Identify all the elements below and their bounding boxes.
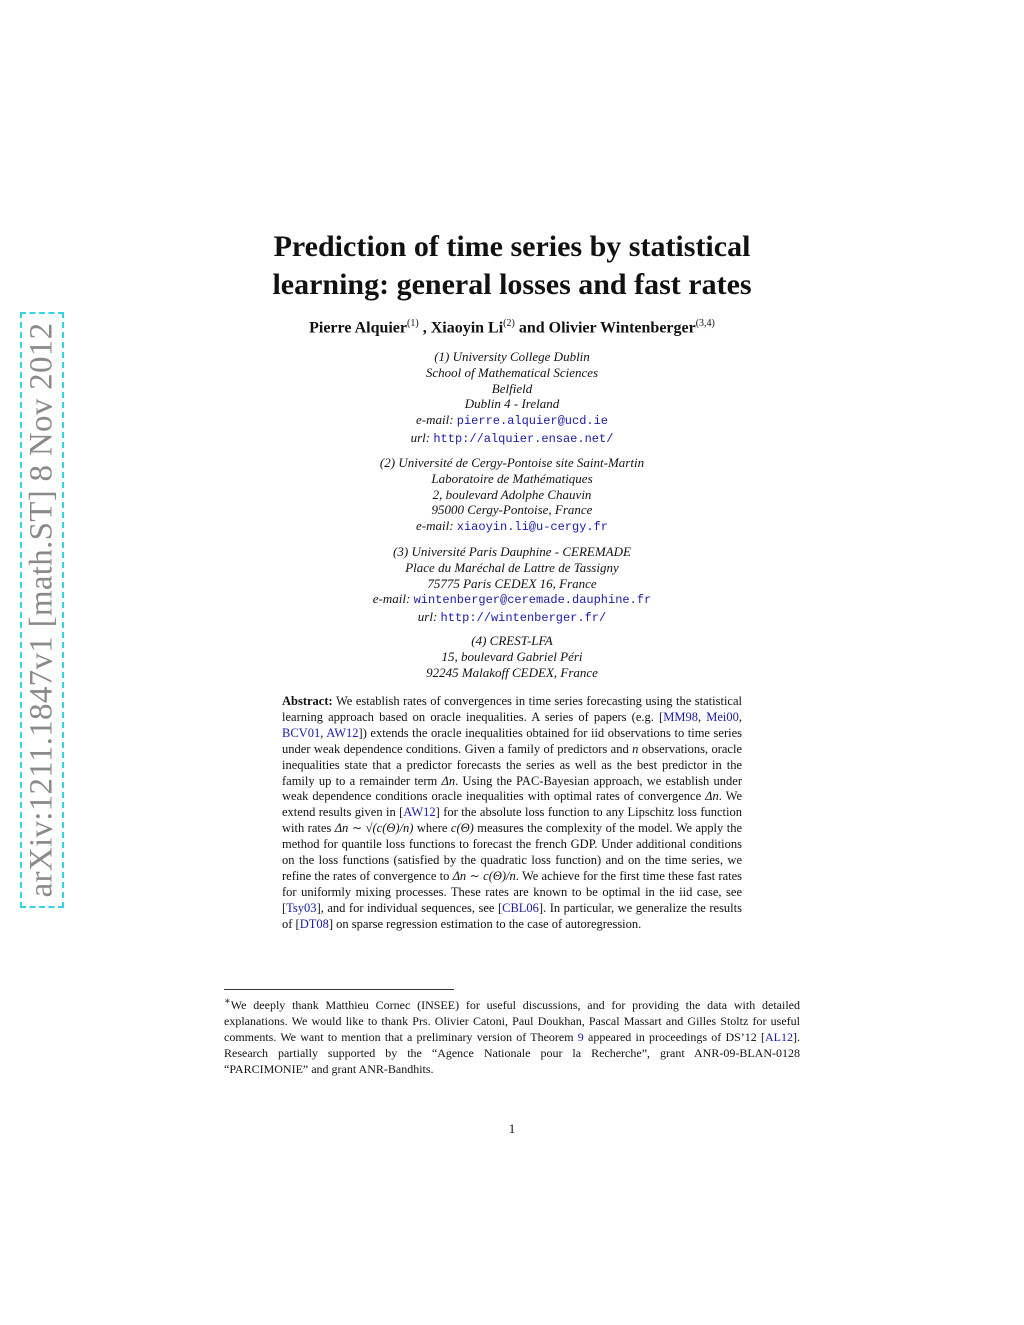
abstract-text: ], and for individual sequences, see [ bbox=[316, 900, 503, 915]
acknowledgement-footnote bbox=[224, 994, 800, 1077]
author-alquier-affil: (1) bbox=[407, 318, 419, 329]
email-label: e-mail: bbox=[372, 591, 411, 607]
affiliation-line: (3) Université Paris Dauphine - CEREMADE bbox=[393, 544, 631, 559]
affiliation-line: (2) Université de Cergy-Pontoise site Saint-Martin bbox=[379, 455, 645, 470]
math-expression: Δn ∼ c(Θ)/n bbox=[452, 868, 516, 883]
citation-link[interactable]: AL12 bbox=[765, 1030, 793, 1044]
author-li: Xiaoyin Li bbox=[430, 319, 504, 337]
email-label: e-mail: bbox=[415, 518, 454, 534]
author-list bbox=[180, 318, 844, 337]
email-link[interactable]: wintenberger@ceremade.dauphine.fr bbox=[413, 593, 652, 608]
abstract-text: ] for the absolute loss function to any Lipschitz loss function with rates bbox=[282, 805, 742, 836]
paper-title bbox=[180, 228, 844, 304]
affiliation-line: 92245 Malakoff CEDEX, France bbox=[426, 664, 598, 680]
author-wintenberger-affil: (3,4) bbox=[695, 318, 715, 329]
abstract-text: , bbox=[697, 709, 707, 724]
citation-link[interactable]: AW12 bbox=[403, 805, 436, 820]
url-label: url: bbox=[410, 429, 431, 445]
citation-link[interactable]: Mei00 bbox=[706, 709, 739, 724]
affiliation-4 bbox=[180, 633, 844, 680]
url-line bbox=[180, 609, 844, 627]
citation-link[interactable]: DT08 bbox=[299, 916, 329, 931]
affiliation-line: 2, boulevard Adolphe Chauvin bbox=[432, 486, 592, 502]
email-line bbox=[180, 591, 844, 609]
affiliation-line: Place du Maréchal de Lattre de Tassigny bbox=[405, 559, 619, 575]
footnote-text: appeared in proceedings of DS’12 [ bbox=[583, 1030, 765, 1044]
citation-link[interactable]: BCV01 bbox=[282, 725, 321, 740]
abstract-text: . We extend results given in [ bbox=[282, 789, 742, 820]
footnote-mark: ∗ bbox=[224, 996, 231, 1007]
affiliation-2 bbox=[180, 455, 844, 536]
url-link[interactable]: http://wintenberger.fr/ bbox=[440, 611, 607, 626]
author-li-affil: (2) bbox=[503, 318, 515, 329]
abstract-text: ]) extends the oracle inequalities obtained for iid observations to time series under weak dependence conditions. Given a family of predictors and bbox=[282, 725, 742, 756]
math-symbol: n bbox=[632, 741, 639, 756]
email-line bbox=[180, 412, 844, 430]
abstract-text: , bbox=[738, 709, 742, 724]
citation-link[interactable]: MM98 bbox=[663, 709, 698, 724]
url-link[interactable]: http://alquier.ensae.net/ bbox=[433, 431, 614, 446]
math-expression: Δn bbox=[441, 773, 456, 788]
arxiv-identifier[interactable]: arXiv:1211.1847v1 [math.ST] 8 Nov 2012 bbox=[23, 322, 60, 898]
author-separator: , bbox=[418, 319, 431, 337]
abstract-text: ] on sparse regression estimation to the case of autoregression. bbox=[328, 916, 642, 931]
affiliation-line: School of Mathematical Sciences bbox=[425, 364, 599, 380]
page-number: 1 bbox=[508, 1121, 516, 1136]
citation-link[interactable]: Tsy03 bbox=[286, 900, 317, 915]
email-line bbox=[180, 518, 844, 536]
title-line-1: Prediction of time series by statistical bbox=[273, 230, 751, 263]
author-alquier: Pierre Alquier bbox=[309, 319, 408, 337]
url-label: url: bbox=[417, 609, 438, 625]
email-link[interactable]: xiaoyin.li@u-cergy.fr bbox=[456, 520, 609, 535]
url-line bbox=[180, 430, 844, 448]
footnote-text: ]. Research partially supported by the “Agence Nationale pour la Recherche”, grant ANR-09-BLAN-0128 “PARCIMONIE” and grant ANR-Bandhits. bbox=[224, 1030, 800, 1076]
abstract-text: observations, oracle inequalities state that a predictor forecasts the series as well as the best predictor in the family up to a remainder term bbox=[282, 741, 742, 788]
author-wintenberger: Olivier Wintenberger bbox=[548, 319, 696, 337]
affiliation-line: (4) CREST-LFA bbox=[471, 633, 553, 648]
affiliation-3 bbox=[180, 544, 844, 627]
abstract bbox=[282, 694, 742, 933]
title-line-2: learning: general losses and fast rates bbox=[272, 268, 752, 301]
citation-link[interactable]: AW12 bbox=[326, 725, 359, 740]
email-label: e-mail: bbox=[415, 412, 454, 428]
affiliation-line: Dublin 4 - Ireland bbox=[464, 396, 560, 412]
abstract-text: . We achieve for the first time these fast rates for uniformly mixing processes. These rates are known to be optimal in the iid case, see [ bbox=[282, 868, 743, 915]
citation-link[interactable]: CBL06 bbox=[502, 900, 539, 915]
abstract-text: . Using the PAC-Bayesian approach, we establish under weak dependence conditions oracle inequalities with optimal rates of convergence bbox=[282, 773, 742, 804]
footnote-rule bbox=[224, 989, 454, 990]
theorem-ref-link[interactable]: 9 bbox=[577, 1030, 584, 1044]
abstract-text: measures the complexity of the model. We apply the method for quantile loss functions to forecast the french GDP. Under additional conditions on the loss functions (satisfied by the quadratic loss function) and on the time series, we refine the rates of convergence to bbox=[282, 821, 742, 883]
affiliation-line: Belfield bbox=[491, 380, 533, 396]
affiliation-line: Laboratoire de Mathématiques bbox=[431, 470, 593, 486]
affiliation-line: 95000 Cergy-Pontoise, France bbox=[431, 502, 593, 518]
abstract-text: ]. In particular, we generalize the results of [ bbox=[282, 900, 742, 931]
math-expression: Δn bbox=[705, 789, 719, 804]
affiliation-1 bbox=[180, 349, 844, 448]
abstract-label: Abstract: bbox=[282, 694, 333, 708]
abstract-text: , bbox=[320, 725, 327, 740]
author-separator: and bbox=[514, 319, 549, 337]
affiliation-line: (1) University College Dublin bbox=[434, 349, 590, 364]
abstract-text: We establish rates of convergences in time series forecasting using the statistical learning approach based on oracle inequalities. A series of papers (e.g. [ bbox=[282, 694, 742, 724]
math-expression: Δn ∼ √(c(Θ)/n) bbox=[334, 821, 414, 836]
affiliation-line: 15, boulevard Gabriel Péri bbox=[441, 648, 583, 664]
abstract-text: where bbox=[413, 821, 451, 836]
math-expression: c(Θ) bbox=[450, 821, 474, 836]
affiliation-line: 75775 Paris CEDEX 16, France bbox=[427, 575, 597, 591]
footnote-text: We deeply thank Matthieu Cornec (INSEE) for useful discussions, and for providing the data with detailed explanations. We would like to thank Prs. Olivier Catoni, Paul Doukhan, Pascal Massart and Gilles Stoltz for useful comments. We want to mention that a preliminary version of Theorem bbox=[224, 998, 800, 1044]
email-link[interactable]: pierre.alquier@ucd.ie bbox=[456, 414, 609, 429]
